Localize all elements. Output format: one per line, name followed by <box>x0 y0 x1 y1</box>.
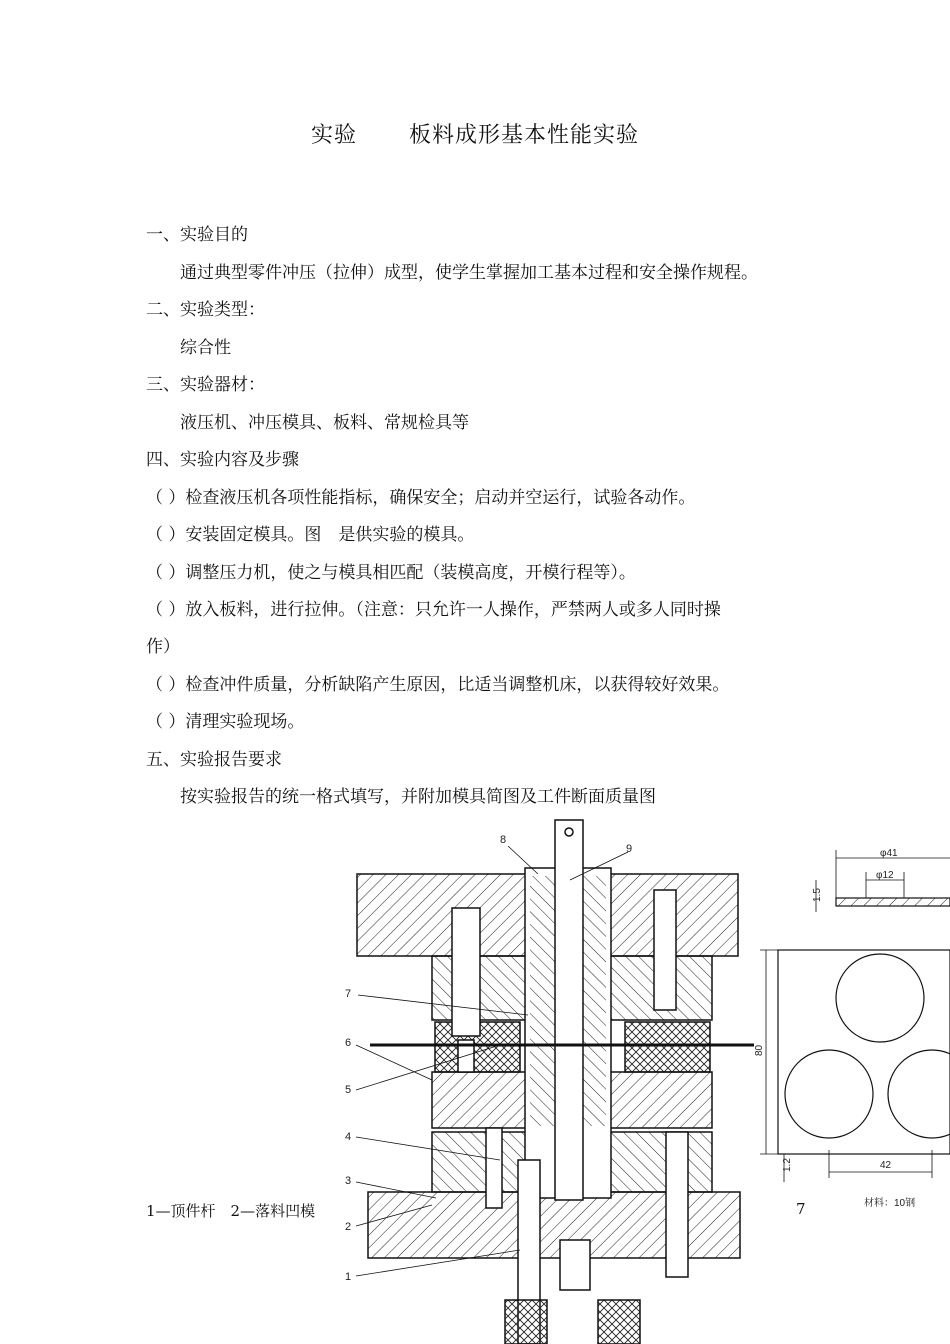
part-label-6: 6 <box>345 1037 352 1049</box>
blank-circle-1 <box>836 954 924 1042</box>
step-4: （ ）放入板料，进行拉伸。（注意：只允许一人操作，严禁两人或多人同时操 <box>146 600 721 620</box>
section-heading-2: 二、实验类型： <box>146 300 265 320</box>
ejector-rod <box>555 820 583 1200</box>
dim-80: 80 <box>754 1044 765 1056</box>
blank-circle-2 <box>785 1050 873 1138</box>
step-3: （ ）调整压力机，使之与模具相匹配（装模高度，开模行程等）。 <box>146 563 636 583</box>
step-1: （ ）检查液压机各项性能指标，确保安全；启动并空运行，试验各动作。 <box>146 488 696 508</box>
section-heading-4: 四、实验内容及步骤 <box>146 450 299 470</box>
part-label-4: 4 <box>345 1131 352 1143</box>
washer-section <box>836 898 950 906</box>
part-label-2: 2 <box>345 1221 352 1233</box>
part-label-3: 3 <box>345 1175 352 1187</box>
section-heading-3: 三、实验器材： <box>146 375 265 395</box>
rubber-pad-right <box>625 1022 710 1072</box>
page-number: 7 <box>796 1200 806 1218</box>
die-assembly-section <box>356 820 754 1344</box>
step-5: （ ）检查冲件质量，分析缺陷产生原因，比适当调整机床，以获得较好效果。 <box>146 675 730 695</box>
section-body-1: 通过典型零件冲压（拉伸）成型，使学生掌握加工基本过程和安全操作规程。 <box>180 263 758 283</box>
dim-phi41: φ41 <box>880 848 898 859</box>
figure-caption: 1—顶件杆 2—落料凹模 <box>146 1202 316 1220</box>
material-note: 材料：10钢 <box>864 1198 916 1209</box>
workpiece-drawing <box>760 850 950 1182</box>
part-label-5: 5 <box>345 1084 352 1096</box>
section-body-3: 液压机、冲压模具、板料、常规检具等 <box>180 413 469 433</box>
lower-right-bolt <box>666 1132 688 1277</box>
part-label-7: 7 <box>345 988 352 1000</box>
dim-phi12: φ12 <box>876 870 894 881</box>
left-bolt <box>452 908 480 1036</box>
part-label-1: 1 <box>345 1271 352 1283</box>
step-6: （ ）清理实验现场。 <box>146 712 305 732</box>
title-part1: 实验 <box>310 123 357 148</box>
report-heading: 五、实验报告要求 <box>146 750 282 770</box>
dim-thickness: 1.5 <box>812 888 823 902</box>
section-heading-1: 一、实验目的 <box>146 225 248 245</box>
blank-circle-3 <box>888 1050 950 1138</box>
title-part2: 板料成形基本性能实验 <box>409 123 640 148</box>
strip-layout <box>778 950 950 1154</box>
section-body-2: 综合性 <box>180 338 231 358</box>
dim-1-2: 1.2 <box>782 1158 793 1172</box>
dim-42: 42 <box>880 1160 892 1171</box>
report-body: 按实验报告的统一格式填写，并附加模具简图及工件断面质量图 <box>180 787 656 807</box>
step-4-continued: 作） <box>146 637 180 657</box>
part-label-8: 8 <box>500 834 507 846</box>
step-2: （ ）安装固定模具。图 是供实验的模具。 <box>146 525 475 545</box>
right-bolt <box>654 890 676 1010</box>
part-label-9: 9 <box>626 843 633 855</box>
